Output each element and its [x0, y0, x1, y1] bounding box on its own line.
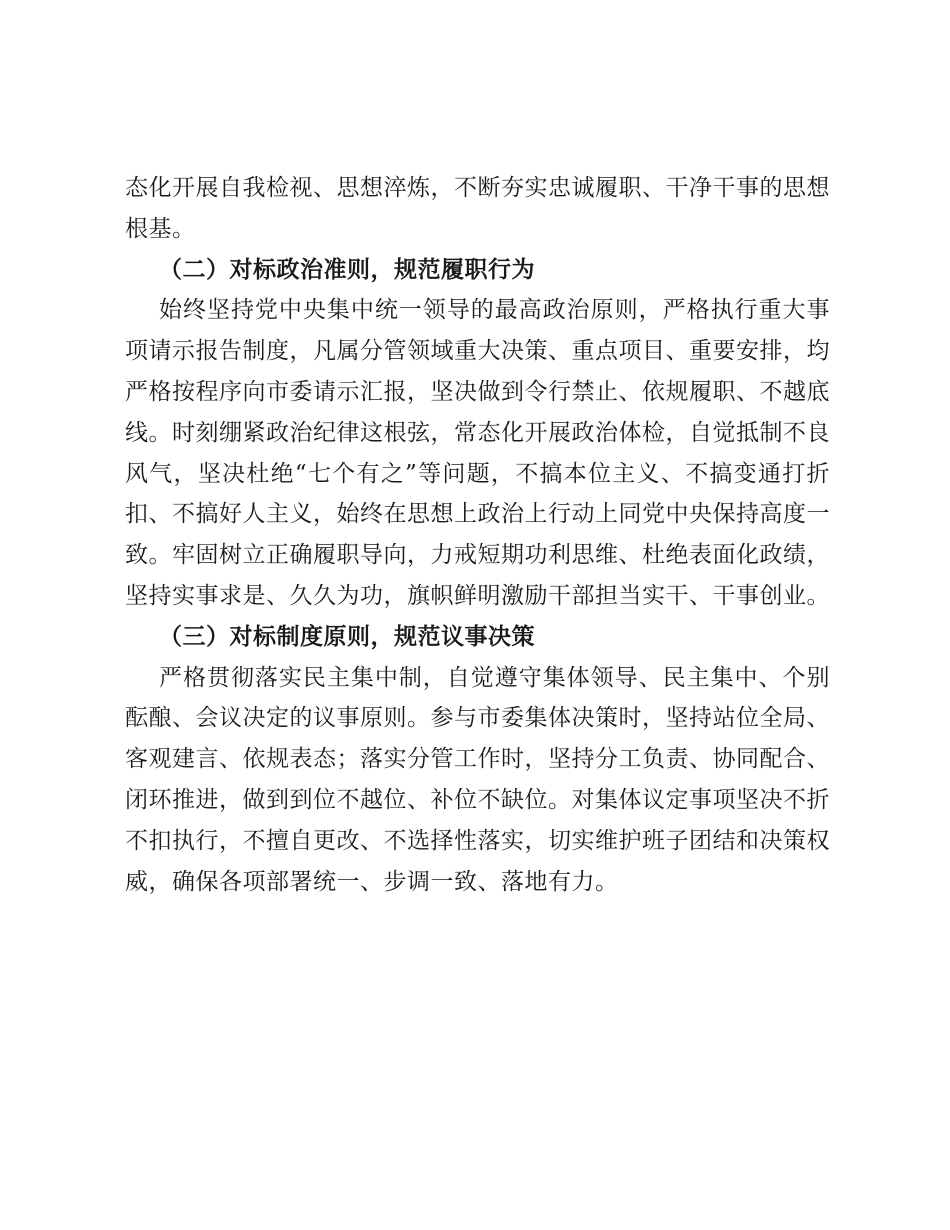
section-heading-3: （三）对标制度原则，规范议事决策: [159, 622, 535, 650]
paragraph-institutional-principles: 严格贯彻落实民主集中制，自觉遵守集体领导、民主集中、个别酝酿、会议决定的议事原则。参与市委集体决策时，坚持站位全局、客观建言、依规表态；落实分管工作时，坚持分工负责、协同配合、闭环推进，做到到位不越位、补位不缺位。对集体议定事项坚决不折不扣执行，不擅自更改、不选择性落实，切实维护班子团结和决策权威，确保各项部署统一、步调一致、落地有力。: [125, 664, 830, 895]
section-heading-2: （二）对标政治准则，规范履职行为: [159, 255, 535, 283]
document-body: [125, 168, 830, 902]
paragraph-political-norms: 始终坚持党中央集中统一领导的最高政治原则，严格执行重大事项请示报告制度，凡属分管领域重大决策、重点项目、重要安排，均严格按程序向市委请示汇报，坚决做到令行禁止、依规履职、不越底线。时刻绷紧政治纪律这根弦，常态化开展政治体检，自觉抵制不良风气，坚决杜绝“七个有之”等问题，不搞本位主义、不搞变通打折扣、不搞好人主义，始终在思想上政治上行动上同党中央保持高度一致。牢固树立正确履职导向，力戒短期功利思维、杜绝表面化政绩，坚持实事求是、久久为功，旗帜鲜明激励干部担当实干、干事创业。: [125, 297, 830, 609]
paragraph-continuation: 态化开展自我检视、思想淬炼，不断夯实忠诚履职、干净干事的思想根基。: [125, 175, 830, 242]
